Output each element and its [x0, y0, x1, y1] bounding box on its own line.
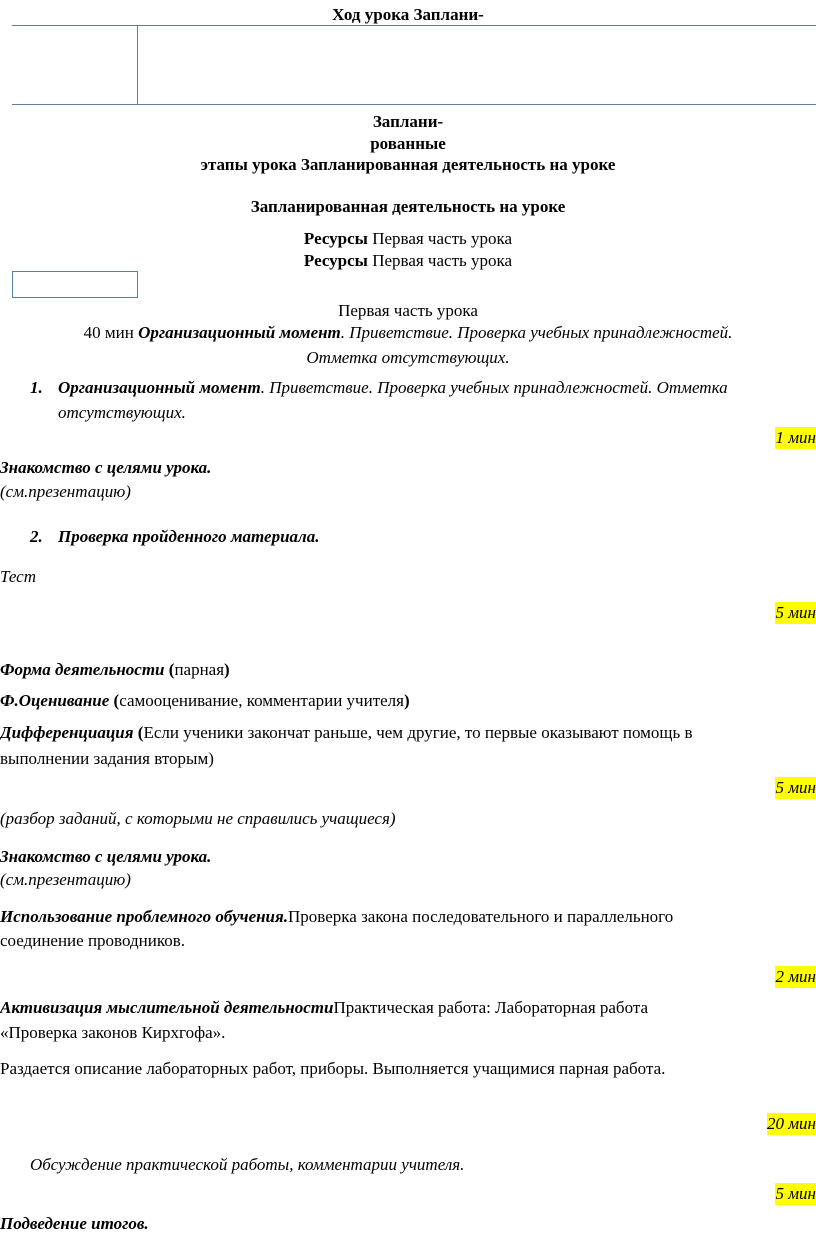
summary-title: Подведение итогов.: [0, 1214, 149, 1233]
column-header-line-1: Заплани-: [372, 112, 444, 131]
review-note: (разбор заданий, с которыми не справились учащиеся): [0, 809, 396, 828]
diff-line-1: [0, 722, 693, 744]
goals-note: (см.презентацию): [0, 482, 131, 501]
column-header-line-3: [0, 154, 816, 176]
duration-badge: 5 мин: [775, 777, 816, 799]
diff-text: Если ученики закончат раньше, чем другие, то первые оказывают помощь в: [143, 723, 693, 742]
test-label: Тест: [0, 567, 36, 586]
duration-badge: 2 мин: [775, 966, 816, 988]
handout-line: Раздается описание лабораторных работ, приборы. Выполняется учащимися парная работа.: [0, 1059, 666, 1078]
item-2-number: 2.: [30, 527, 43, 546]
intro-line-1: [0, 322, 816, 344]
duration-badge: 1 мин: [775, 427, 816, 449]
paren-close: ): [224, 660, 230, 679]
diff-bold: Дифференциация: [0, 723, 134, 742]
form-text: парная: [174, 660, 225, 679]
intro-bold: Организационный момент: [138, 323, 341, 342]
activation-line-1: [0, 997, 648, 1019]
resources-line-1: [0, 228, 816, 250]
resources-line-2: [0, 250, 816, 272]
form-line: [0, 659, 230, 681]
table-empty-cell: [12, 271, 138, 298]
duration-badge: 5 мин: [775, 602, 816, 624]
assessment-line: [0, 690, 410, 712]
paren-close: ): [404, 691, 410, 710]
goals-title: Знакомство с целями урока.: [0, 847, 212, 866]
goals-note: (см.презентацию): [0, 870, 131, 889]
column-header-line-2: рованные: [370, 134, 446, 153]
problem-bold: Использование проблемного обучения.: [0, 907, 289, 926]
item-1: [30, 377, 728, 399]
item-1-rest: . Приветствие. Проверка учебных принадлежностей. Отметка: [260, 378, 728, 397]
paren-open: (: [164, 660, 175, 679]
first-part-label: Первая часть урока: [372, 251, 513, 270]
stages-label: этапы урока: [200, 155, 297, 174]
planned-activity-heading: Запланированная деятельность на уроке: [250, 197, 566, 216]
duration-badge: 5 мин: [775, 1183, 816, 1205]
intro-rest: . Приветствие. Проверка учебных принадлежностей.: [340, 323, 733, 342]
resources-label: Ресурсы: [303, 251, 368, 270]
title-part-1: Ход урока: [332, 5, 410, 24]
assessment-bold: Ф.Оценивание: [0, 691, 110, 710]
duration-badge: 20 мин: [767, 1113, 816, 1135]
item-1-bold: Организационный момент: [58, 378, 261, 397]
table-bottom-rule: [12, 104, 816, 105]
item-1-number: 1.: [30, 378, 43, 397]
item-2-title: Проверка пройденного материала.: [58, 527, 320, 546]
activation-text: Практическая работа: Лабораторная работа: [333, 998, 649, 1017]
intro-duration: 40 мин: [83, 323, 134, 342]
table-column-divider: [137, 25, 138, 105]
discussion-line: Обсуждение практической работы, комментарии учителя.: [30, 1155, 465, 1174]
paren-open: (: [109, 691, 120, 710]
paren-open: (: [133, 723, 144, 742]
item-1-line-2: отсутствующих.: [58, 403, 186, 422]
problem-text: Проверка закона последовательного и параллельного: [288, 907, 674, 926]
goals-title: Знакомство с целями урока.: [0, 458, 212, 477]
problem-line-2: соединение проводников.: [0, 931, 185, 950]
form-bold: Форма деятельности: [0, 660, 165, 679]
activation-bold: Активизация мыслительной деятельности: [0, 998, 334, 1017]
title-part-2: Заплани-: [413, 5, 484, 24]
activation-line-2: «Проверка законов Кирхгофа».: [0, 1023, 226, 1042]
assessment-text: самооценивание, комментарии учителя: [119, 691, 404, 710]
page-title: [0, 4, 816, 26]
resources-label: Ресурсы: [303, 229, 368, 248]
item-2: [30, 526, 320, 548]
diff-line-2: выполнении задания вторым): [0, 749, 214, 768]
problem-line-1: [0, 906, 673, 928]
intro-line-2: Отметка отсутствующих.: [306, 348, 510, 367]
planned-activity-label: Запланированная деятельность на уроке: [300, 155, 616, 174]
first-part-heading: Первая часть урока: [338, 301, 478, 320]
first-part-label: Первая часть урока: [372, 229, 513, 248]
